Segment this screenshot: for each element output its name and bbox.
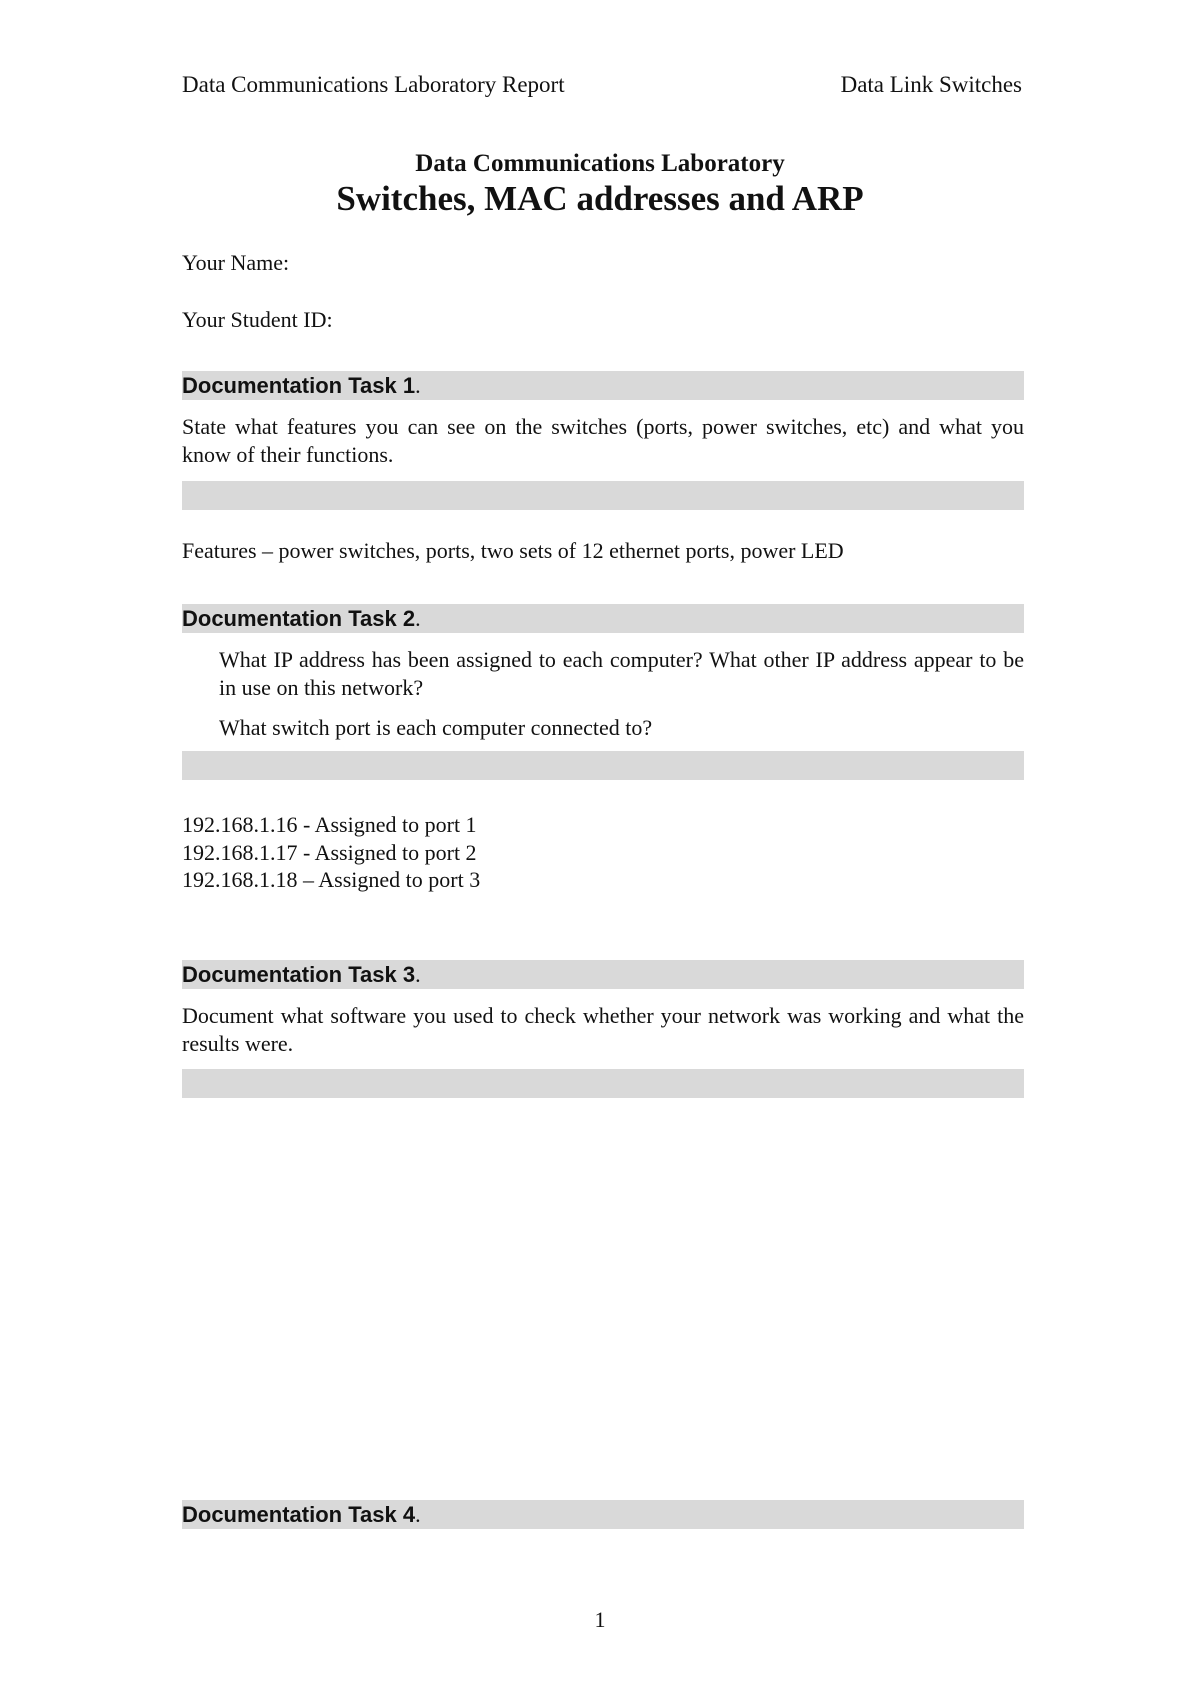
task-1-prompt [182, 413, 1024, 469]
document-title: Switches, MAC addresses and ARP [336, 179, 864, 218]
task-4-heading-bar [182, 1500, 1024, 1529]
task-2-answer-line: 192.168.1.16 - Assigned to port 1 [182, 812, 477, 837]
task-3-heading-bar [182, 960, 1024, 989]
page-number: 1 [594, 1607, 606, 1632]
task-3-answer-bar [182, 1069, 1024, 1098]
task-2-answer-line: 192.168.1.17 - Assigned to port 2 [182, 840, 477, 865]
task-2-prompt-paragraph: What IP address has been assigned to each computer? What other IP address appear to be in use on this network? [219, 647, 1024, 700]
task-4-heading: Documentation Task 4. [182, 1502, 421, 1527]
task-3-heading: Documentation Task 3. [182, 962, 421, 987]
task-2-prompt-paragraph: What switch port is each computer connected to? [219, 715, 653, 740]
running-header-right: Data Link Switches [840, 72, 1022, 97]
document-subtitle: Data Communications Laboratory [415, 150, 785, 177]
task-2-heading-bar [182, 604, 1024, 633]
task-1-prompt-paragraph: State what features you can see on the switches (ports, power switches, etc) and what you know of their functions. [182, 414, 1024, 467]
task-1-heading: Documentation Task 1. [182, 373, 421, 398]
task-2-prompt [219, 646, 1024, 742]
running-header-left: Data Communications Laboratory Report [182, 72, 565, 97]
task-3-prompt [182, 1002, 1024, 1058]
student-id-field-label: Your Student ID: [182, 307, 333, 332]
task-1-answer-bar [182, 481, 1024, 510]
task-3-prompt-paragraph: Document what software you used to check whether your network was working and what the results were. [182, 1003, 1024, 1056]
name-field-label: Your Name: [182, 250, 290, 275]
task-2-answer-bar [182, 751, 1024, 780]
task-1-answer-line: Features – power switches, ports, two sets of 12 ethernet ports, power LED [182, 538, 844, 563]
task-2-answer-line: 192.168.1.18 – Assigned to port 3 [182, 867, 481, 892]
task-2-heading: Documentation Task 2. [182, 606, 421, 631]
task-1-heading-bar [182, 371, 1024, 400]
